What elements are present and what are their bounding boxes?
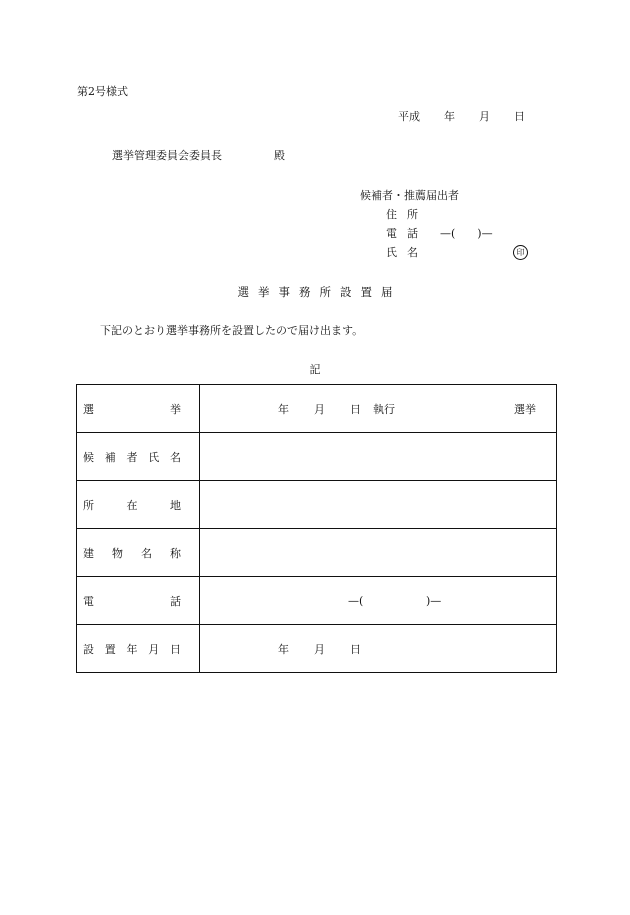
label-candidate-name: 候 補 者 氏 名 [77, 433, 200, 481]
seal-mark: 印 [513, 245, 528, 260]
election-execute: 執行 [373, 402, 395, 416]
label-phone: 電 話 [77, 577, 200, 625]
value-setup-date[interactable] [200, 625, 557, 673]
table-row [77, 529, 557, 577]
date-day: 日 [514, 110, 525, 123]
value-candidate-name[interactable] [200, 433, 557, 481]
label-building-name: 建 物 名 称 [77, 529, 200, 577]
setup-day: 日 [350, 642, 361, 656]
value-location[interactable] [200, 481, 557, 529]
name-row [386, 246, 428, 259]
form-number: 第2号様式 [77, 85, 128, 98]
addressee [112, 150, 285, 161]
election-suffix: 選挙 [514, 402, 536, 416]
title-char: 所 [319, 285, 340, 299]
setup-month: 月 [314, 642, 325, 656]
title-char: 務 [299, 285, 320, 299]
title-char: 届 [381, 285, 393, 299]
addressee-honorific: 殿 [274, 149, 285, 162]
address-row [386, 208, 428, 221]
label-location: 所 在 地 [77, 481, 200, 529]
title-char: 挙 [258, 285, 279, 299]
value-election[interactable] [200, 385, 557, 433]
table-row [77, 625, 557, 673]
value-phone[interactable] [200, 577, 557, 625]
election-day: 日 [350, 402, 361, 416]
value-building-name[interactable] [200, 529, 557, 577]
address-label: 住所 [386, 208, 428, 221]
phone-row [386, 228, 493, 239]
addressee-name: 選挙管理委員会委員長 [112, 149, 222, 162]
date-era: 平成 [398, 110, 420, 123]
candidate-title: 候補者・推薦届出者 [360, 189, 459, 202]
title-char: 置 [360, 285, 381, 299]
title-char: 事 [278, 285, 299, 299]
label-election: 選 挙 [77, 385, 200, 433]
table-row [77, 385, 557, 433]
label-setup-date: 設 置 年 月 日 [77, 625, 200, 673]
phone-format: —( )— [440, 227, 493, 240]
document-title [0, 287, 630, 299]
date-year: 年 [444, 110, 455, 123]
date-line [398, 111, 525, 122]
table-row [77, 433, 557, 481]
election-month: 月 [314, 402, 325, 416]
title-char: 選 [237, 285, 258, 299]
phone-label: 電話 [386, 227, 428, 240]
title-char: 設 [340, 285, 361, 299]
name-label: 氏名 [386, 246, 428, 259]
table-row [77, 481, 557, 529]
ki-heading: 記 [309, 363, 321, 376]
setup-year: 年 [278, 642, 289, 656]
phone-right: )— [426, 594, 442, 607]
election-year: 年 [278, 402, 289, 416]
table-row [77, 577, 557, 625]
date-month: 月 [479, 110, 490, 123]
phone-left: —( [348, 594, 364, 607]
form-table [76, 384, 557, 673]
intro-text: 下記のとおり選挙事務所を設置したので届け出ます。 [100, 324, 364, 337]
